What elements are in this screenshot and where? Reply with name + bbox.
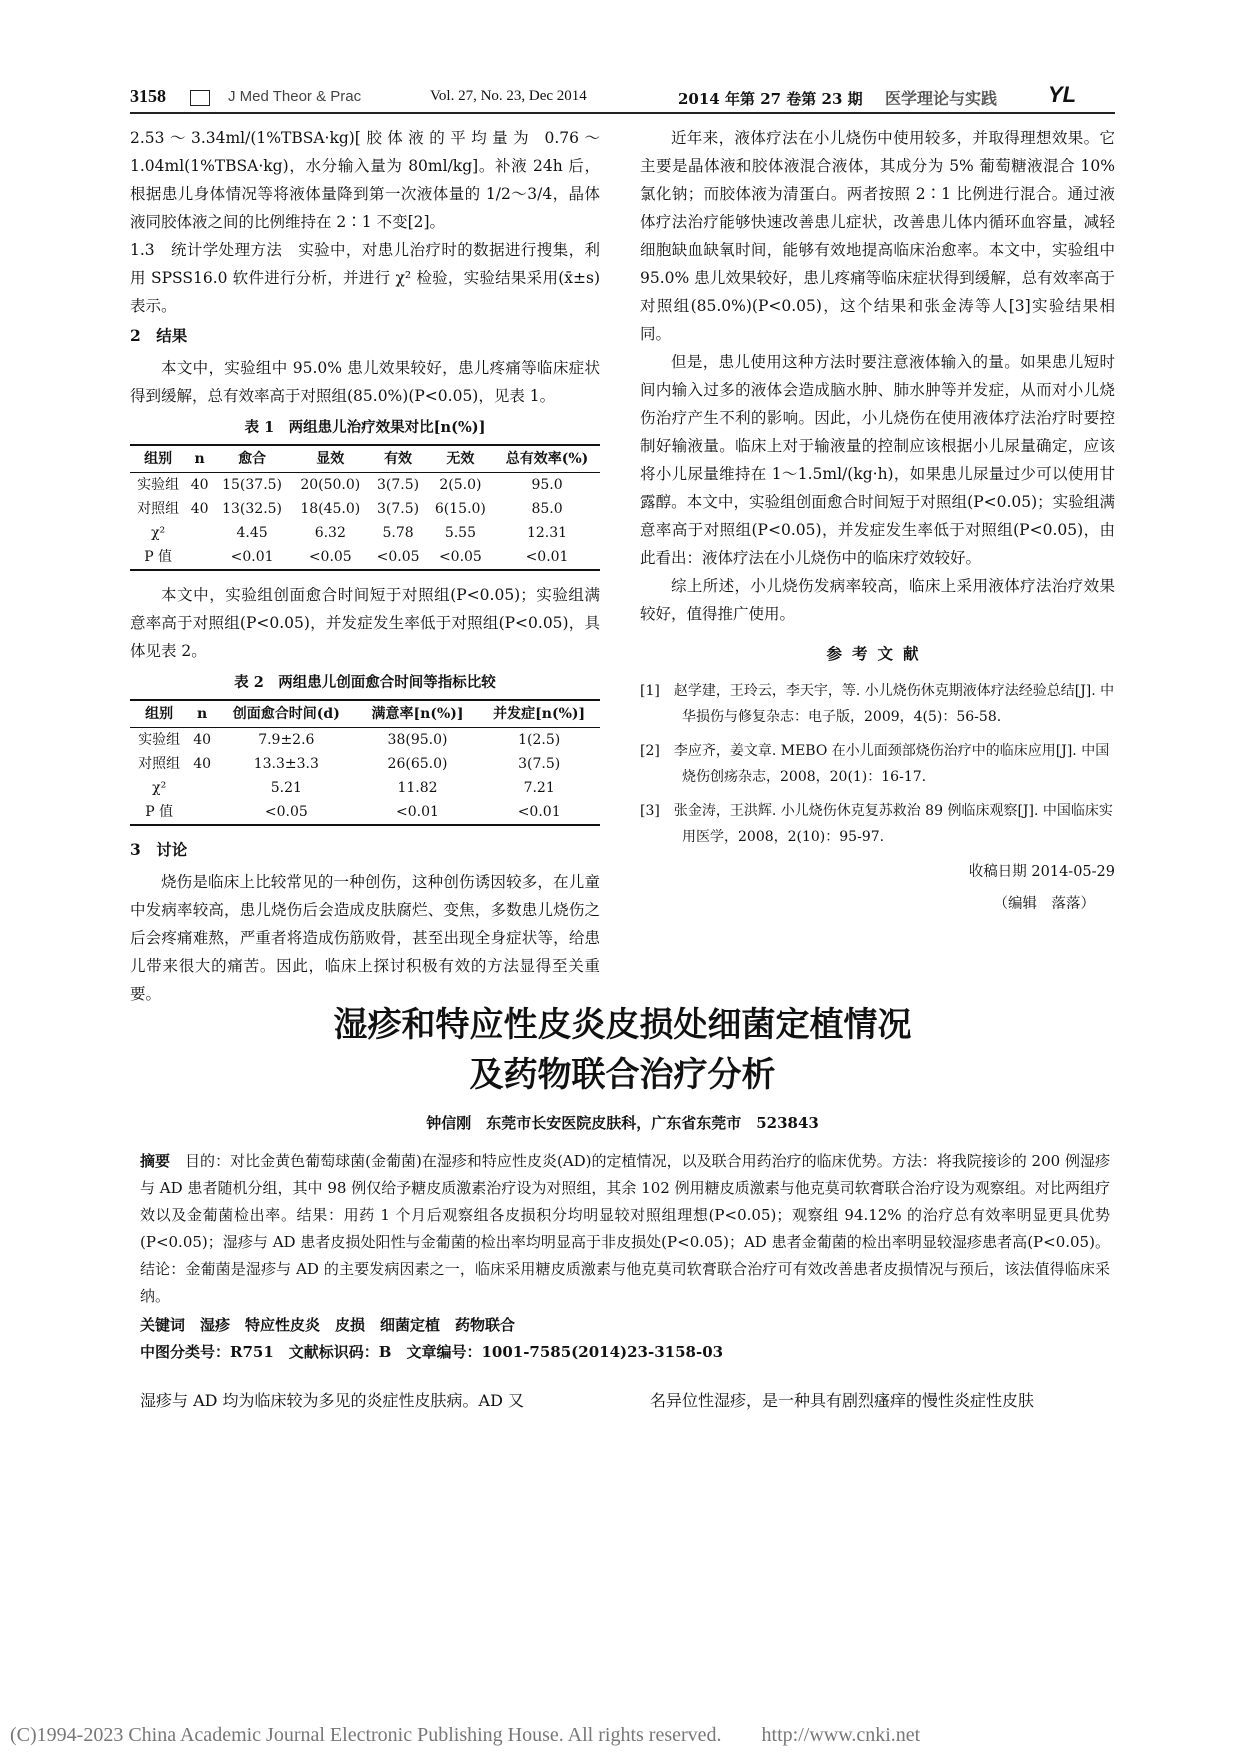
table-cell: 4.45 [236,525,268,541]
stats-method: 1.3 统计学处理方法 实验中，对患儿治疗时的数据进行搜集，利用 SPSS16.0 软件进行分析，并进行 χ² 检验，实验结果采用(x̄±s)表示。 [130,241,600,315]
table-cell: 3(7.5) [377,477,420,493]
table-cell: 15(37.5) [222,477,283,493]
journal-name-cn: 医学理论与实践 [885,89,998,108]
paragraph: 烧伤是临床上比较常见的一种创伤，这种创伤诱因较多，在儿童中发病率较高，患儿烧伤后会造成皮肤腐烂、变焦，多数患儿烧伤之后会疼痛难熬，严重者将造成伤筋败骨，甚至出现全身症状等，给患儿带来很大的痛苦。因此，临床上探讨积极有效的方法显得至关重要。 [130,873,600,1003]
article-body-left: 湿疹与 AD 均为临床较为多见的炎症性皮肤病。AD 又 [140,1391,525,1410]
table-cell: <0.01 [357,800,479,825]
page-number: 3158 [130,86,166,106]
table-cell: 40 [190,501,209,517]
table-caption: 表 1 两组患儿治疗效果对比[n(%)] [244,419,486,436]
table-2 [130,699,600,826]
table-cell: 6.32 [314,525,346,541]
table-header-cell: 并发症[n(%)] [478,700,600,728]
header-rule [130,112,1115,114]
table-cell: 实验组 [137,477,180,493]
journal-logo: YL [1048,82,1077,107]
table-header-cell: 创面愈合时间(d) [216,700,357,728]
table-cell: P 值 [130,800,188,825]
table-cell: 40 [193,756,212,772]
table-row [130,752,600,776]
copyright-footer: (C)1994-2023 China Academic Journal Electronic Publishing House. All rights reserved. http://www.cnki.net [10,1724,921,1746]
table-header-cell: 满意率[n(%)] [357,700,479,728]
table-header-cell: 有效 [369,445,426,473]
table-cell [188,800,216,825]
table-cell: <0.01 [494,545,600,570]
table-row [130,497,600,521]
table-cell: 2(5.0) [439,477,482,493]
table-cell: 20(50.0) [300,477,361,493]
editor-note: （编辑 落落） [993,896,1095,912]
left-column [130,124,600,1008]
journal-name: J Med Theor & Prac [228,88,362,105]
table-cell: 7.21 [523,780,555,796]
paragraph: 但是，患儿使用这种方法时要注意液体输入的量。如果患儿短时间内输入过多的液体会造成脑水肿、肺水肿等并发症，从而对小儿烧伤治疗产生不利的影响。因此，小儿烧伤在使用液体疗法治疗时要控制好输液量。临床上对于输液量的控制应该根据小儿尿量确定，应该将小儿尿量维持在 1～1.5ml/(kg·h)，如果患儿尿量过少可以使用甘露醇。本文中，实验组创面愈合时间短于对照组(P<0.05)；实验组满意率高于对照组(P<0.05)，并发症发生率低于对照组(P<0.05)，由此看出：液体疗法在小儿烧伤中的临床疗效较好。 [640,353,1115,567]
paragraph: 综上所述，小儿烧伤发病率较高，临床上采用液体疗法治疗效果较好，值得推广使用。 [640,577,1115,623]
table-cell [188,776,216,800]
title-line: 及药物联合治疗分析 [469,1055,776,1095]
table-header-cell: 总有效率(%) [494,445,600,473]
table-cell: 40 [193,732,212,748]
journal-volume: Vol. 27, No. 23, Dec 2014 [430,88,587,104]
references-heading: 参考文献 [826,644,929,663]
right-column [640,124,1115,918]
table-cell: 5.55 [444,525,476,541]
table-header-cell: 愈合 [213,445,291,473]
table-cell: <0.01 [478,800,600,825]
table-header-cell: 无效 [427,445,494,473]
table-row [130,545,600,570]
table-cell: 11.82 [397,780,438,796]
reference-item: [3] 张金涛，王洪辉. 小儿烧伤休克复苏救治 89 例临床观察[J]. 中国临床实用医学，2008，2(10)：95-97. [640,803,1113,845]
table-cell: 5.21 [270,780,302,796]
received-date: 收稿日期 2014-05-29 [968,864,1115,880]
reference-item: [1] 赵学建，王玲云，李天宇，等. 小儿烧伤休克期液体疗法经验总结[J]. 中华损伤与修复杂志：电子版，2009，4(5)：56-58. [640,683,1115,725]
table-header-cell: 组别 [130,445,186,473]
abstract-block [140,1148,1110,1366]
article-body-right: 名异位性湿疹，是一种具有剧烈瘙痒的慢性炎症性皮肤 [650,1391,1035,1410]
keywords: 湿疹 特应性皮炎 皮损 细菌定植 药物联合 [200,1316,516,1334]
table-cell: 38(95.0) [387,732,448,748]
table-cell: 3(7.5) [377,501,420,517]
title-line: 湿疹和特应性皮炎皮损处细菌定植情况 [333,1005,912,1045]
journal-issue-cn: 2014 年第 27 卷第 23 期 [678,90,863,108]
table-row [130,521,600,545]
table-cell: 13(32.5) [222,501,283,517]
table-cell: 18(45.0) [300,501,361,517]
table-cell: 5.78 [382,525,414,541]
table-cell: 对照组 [137,501,180,517]
table-1 [130,444,600,571]
table-cell: <0.05 [291,545,369,570]
table-cell: 85.0 [531,501,563,517]
table-cell: 1(2.5) [518,732,561,748]
header-box-icon [190,90,210,106]
table-header-cell: n [186,445,213,473]
table-header-cell: 显效 [291,445,369,473]
paragraph: 2.53～3.34ml/(1%TBSA·kg)[胶体液的平均量为 0.76～1.04ml(1%TBSA·kg)，水分输入量为 80ml/kg]。补液 24h 后，根据患儿身体情况等将液体量降到第一次液体量的 1/2～3/4，晶体液同胶体液之间的比例维持在 2∶1 不变[2]。 [130,129,600,231]
table-row [130,800,600,825]
keywords-label: 关键词 [140,1316,186,1334]
paragraph: 近年来，液体疗法在小儿烧伤中使用较多，并取得理想效果。它主要是晶体液和胶体液混合液体，其成分为 5% 葡萄糖液混合 10% 氯化钠；而胶体液为清蛋白。两者按照 2∶1 比例进行混合。通过液体疗法治疗能够快速改善患儿症状，改善患儿体内循环血容量，减轻细胞缺血缺氧时间，能够有效地提高临床治愈率。本文中，实验组中 95.0% 患儿效果较好，患儿疼痛等临床症状得到缓解，总有效率高于对照组(85.0%)(P<0.05)，这个结果和张金涛等人[3]实验结果相同。 [640,129,1115,343]
table-header-cell: n [188,700,216,728]
table-cell: <0.01 [213,545,291,570]
table-cell: χ² [152,780,167,796]
table-cell: 13.3±3.3 [253,756,319,772]
table-cell [186,521,213,545]
paragraph: 本文中，实验组中 95.0% 患儿效果较好，患儿疼痛等临床症状得到缓解，总有效率高于对照组(85.0%)(P<0.05)，见表 1。 [130,359,600,405]
table-cell: <0.05 [369,545,426,570]
table-cell [186,545,213,570]
table-cell: <0.05 [427,545,494,570]
table-cell: χ² [151,525,166,541]
paragraph: 本文中，实验组创面愈合时间短于对照组(P<0.05)；实验组满意率高于对照组(P<0.05)，并发症发生率低于对照组(P<0.05)，具体见表 2。 [130,586,600,660]
table-cell: P 值 [130,545,186,570]
table-cell: 6(15.0) [434,501,486,517]
classification-line: 中图分类号：R751 文献标识码：B 文章编号：1001-7585(2014)23-3158-03 [140,1343,724,1361]
table-cell: 95.0 [531,477,563,493]
table-cell: 3(7.5) [518,756,561,772]
section-heading: 2 结果 [130,326,188,345]
table-header-cell: 组别 [130,700,188,728]
table-row [130,728,600,753]
table-cell: 对照组 [138,756,181,772]
reference-item: [2] 李应齐，姜文章. MEBO 在小儿面颈部烧伤治疗中的临床应用[J]. 中国烧伤创疡杂志，2008，20(1)：16-17. [640,743,1110,785]
running-header [130,82,1115,112]
table-cell: <0.05 [216,800,357,825]
table-cell: 40 [190,477,209,493]
section-heading: 3 讨论 [130,840,188,859]
table-row [130,776,600,800]
table-cell: 12.31 [526,525,568,541]
abstract-label: 摘要 [140,1152,171,1170]
abstract-text: 目的：对比金黄色葡萄球菌(金葡菌)在湿疹和特应性皮炎(AD)的定植情况，以及联合用药治疗的临床优势。方法：将我院接诊的 200 例湿疹与 AD 患者随机分组，其中 98 例仅给予糖皮质激素治疗设为对照组，其余 102 例用糖皮质激素与他克莫司软膏联合治疗设为观察组。对比两组疗效以及金葡菌检出率。结果：用药 1 个月后观察组各皮损积分均明显较对照组理想(P<0.05)；观察组 94.12% 的治疗总有效率明显更具优势(P<0.05)；湿疹与 AD 患者皮损处阳性与金葡菌的检出率均明显高于非皮损处(P<0.05)；AD 患者金葡菌的检出率明显较湿疹患者高(P<0.05)。结论：金葡菌是湿疹与 AD 的主要发病因素之一，临床采用糖皮质激素与他克莫司软膏联合治疗可有效改善患者皮损情况与预后，该法值得临床采纳。 [140,1152,1110,1305]
table-cell: 实验组 [138,732,181,748]
table-cell: 26(65.0) [387,756,448,772]
article-title [130,1000,1115,1100]
table-row [130,473,600,498]
author-line: 钟信刚 东莞市长安医院皮肤科，广东省东莞市 523843 [426,1114,819,1132]
table-cell: 7.9±2.6 [258,732,315,748]
table-caption: 表 2 两组患儿创面愈合时间等指标比较 [234,674,496,691]
